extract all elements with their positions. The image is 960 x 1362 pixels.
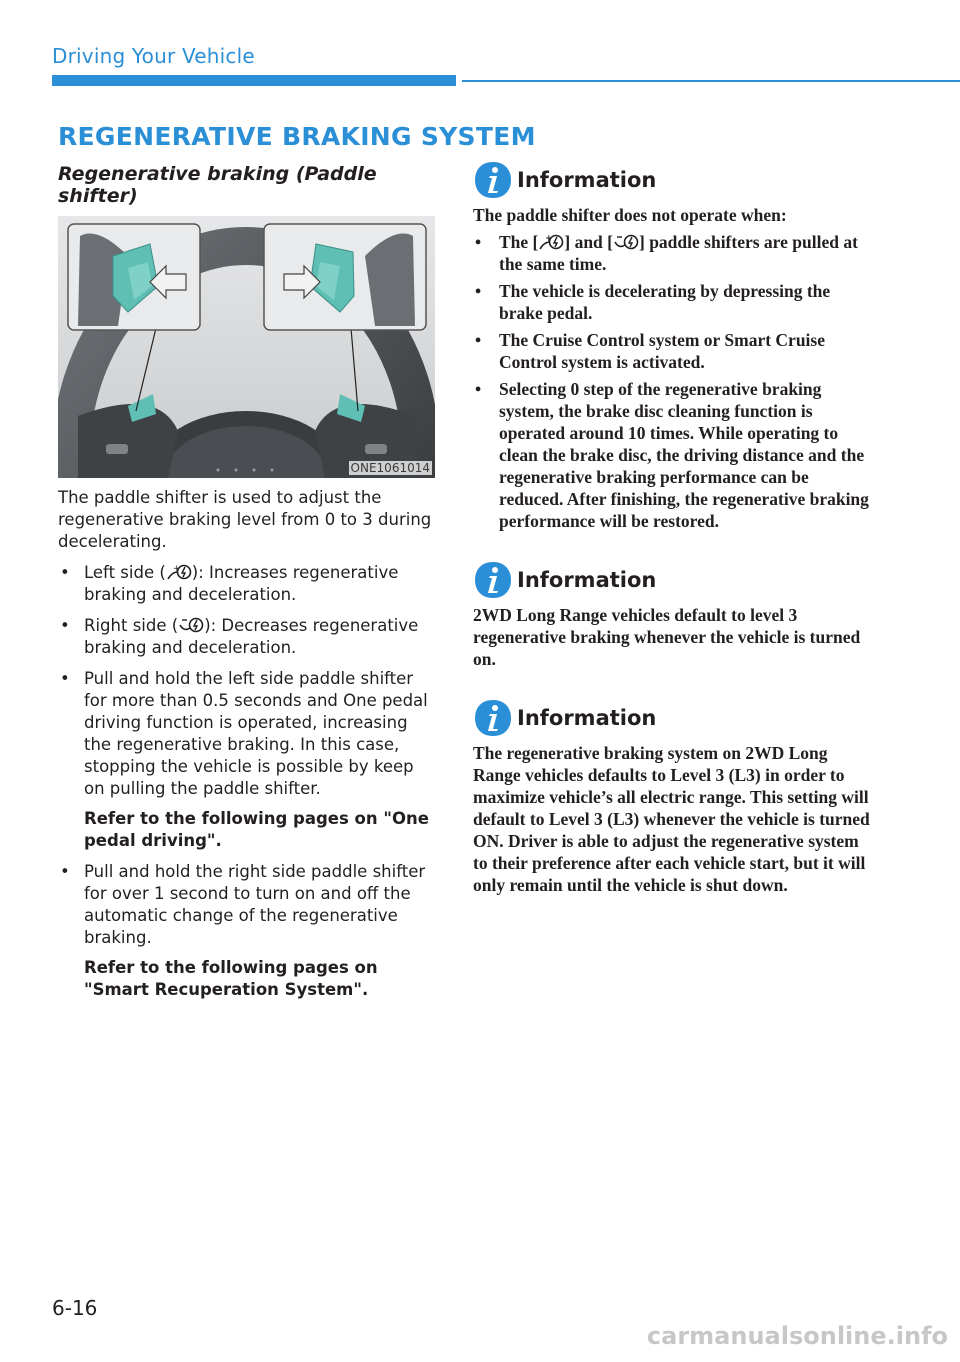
paddle-shifter-illustration	[58, 216, 435, 478]
reference-note: Refer to the following pages on "One pedal driving".	[84, 809, 429, 850]
paddle-minus-icon	[613, 233, 639, 251]
section-subtitle: Regenerative braking (Paddle shifter)	[58, 163, 377, 207]
intro-paragraph: The paddle shifter is used to adjust the regenerative braking level from 0 to 3 during decelerating.	[58, 488, 432, 551]
paddle-plus-icon	[538, 233, 564, 251]
page-number: 6-16	[52, 1296, 98, 1320]
list-item: • The vehicle is decelerating by depressing the brake pedal.	[473, 280, 873, 324]
information-block-2	[473, 560, 873, 670]
information-block-3	[473, 698, 873, 896]
section-title: REGENERATIVE BRAKING SYSTEM	[58, 122, 536, 151]
reference-note: Refer to the following pages on "Smart Recuperation System".	[84, 958, 378, 999]
list-item: • The Cruise Control system or Smart Cruise Control system is activated.	[473, 329, 873, 373]
paddle-minus-icon	[178, 616, 204, 634]
list-item: • Pull and hold the right side paddle shifter for over 1 second to turn on and off the automatic change of the regenerative braking. Refer to the following pages on "Smart Recuperation System".	[58, 861, 438, 1001]
chapter-header: Driving Your Vehicle	[52, 44, 255, 68]
list-item: • Pull and hold the left side paddle shifter for more than 0.5 seconds and One pedal driving function is operated, increasing the regenerative braking. In this case, stopping the vehicle is possible by keep on pulling the paddle shifter. Refer to the following pages on "One pedal driving".	[58, 668, 438, 852]
svg-text:+: +	[172, 564, 181, 574]
figure-code: ONE1061014	[350, 461, 430, 475]
paddle-plus-icon	[166, 563, 192, 581]
information-icon	[473, 560, 513, 600]
information-header: Information	[473, 160, 873, 200]
information-block-1	[473, 160, 873, 532]
steering-wheel-image	[58, 216, 435, 478]
information-icon	[473, 160, 513, 200]
right-column	[473, 160, 873, 924]
paddle-bullet-list	[58, 562, 438, 1001]
list-item: • Selecting 0 step of the regenerative braking system, the brake disc cleaning function is operated around 10 times. While operating to clean the brake disc, the driving distance and the regenerative braking performance can be reduced. After finishing, the regenerative braking performance will be restored.	[473, 378, 873, 532]
left-column	[58, 487, 438, 1010]
list-item: • Left side ( + ): Increases regenerative braking and deceleration.	[58, 562, 438, 606]
information-list	[473, 231, 873, 532]
svg-text:+: +	[545, 234, 553, 244]
information-icon	[473, 698, 513, 738]
list-item: • Right side ( ): Decreases regenerative braking and deceleration.	[58, 615, 438, 659]
header-rule-thick	[52, 75, 456, 86]
watermark: carmanualsonline.info	[646, 1322, 948, 1350]
information-header: Information	[473, 560, 873, 600]
information-header: Information	[473, 698, 873, 738]
information-intro: The paddle shifter does not operate when:	[473, 205, 787, 225]
header-rule-thin	[462, 80, 960, 82]
information-text: 2WD Long Range vehicles default to level 3 regenerative braking whenever the vehicle is turned on.	[473, 605, 861, 669]
information-text: The regenerative braking system on 2WD Long Range vehicles defaults to Level 3 (L3) in order to maximize vehicle’s all electric range. This setting will default to Level 3 (L3) whenever the vehicle is turned ON. Driver is able to adjust the regenerative system to their preference after each vehicle start, but it will only remain until the vehicle is shut down.	[473, 743, 870, 895]
list-item: • The [ + ] and [ ] paddle shifters are pulled at the same time.	[473, 231, 873, 275]
